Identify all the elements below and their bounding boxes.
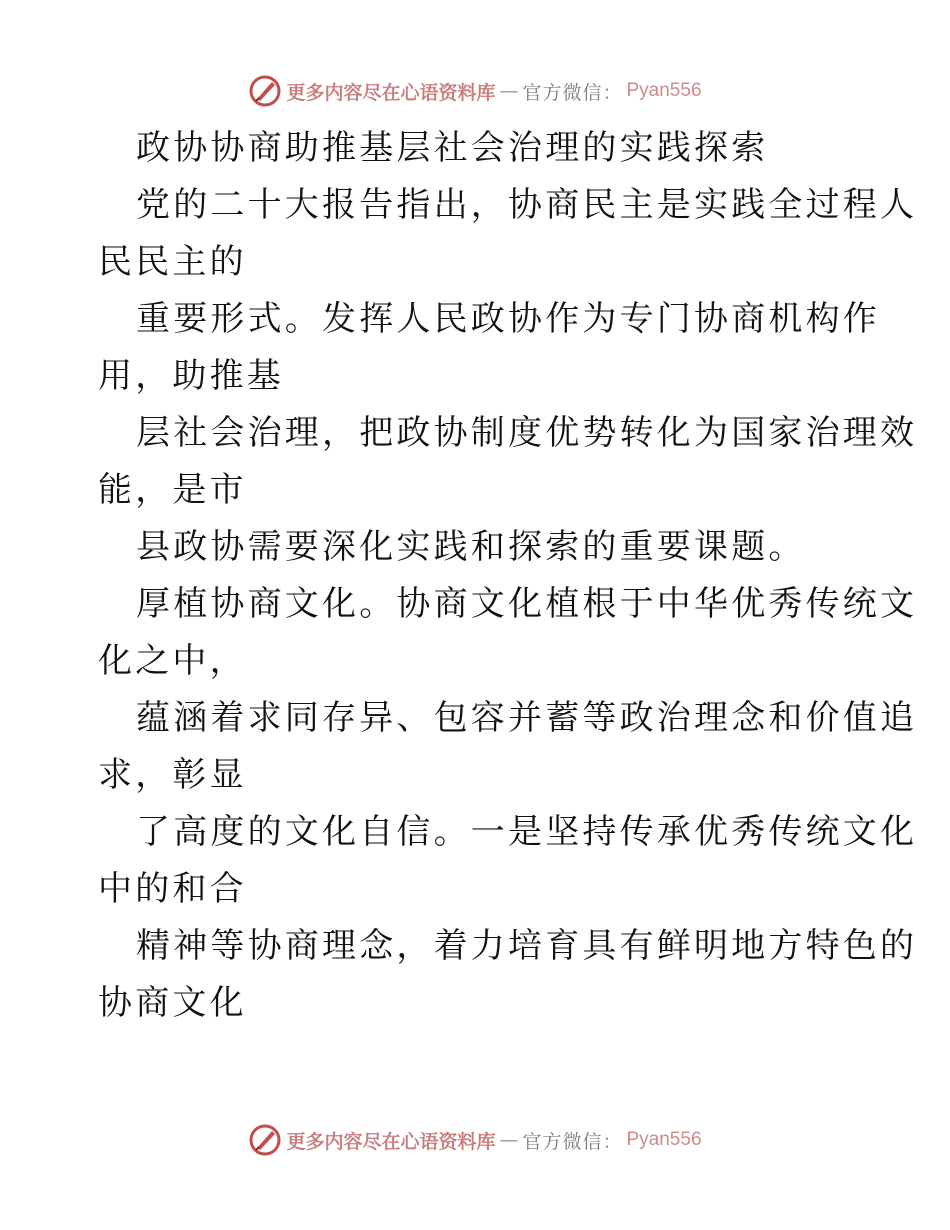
- paragraph-line: 用，助推基: [98, 356, 284, 396]
- paragraph-line: 精神等协商理念，着力培育具有鲜明地方特色的: [136, 926, 918, 966]
- quill-circle-logo-icon: [248, 74, 282, 108]
- watermark-wechat-id: Pyan556: [626, 80, 702, 101]
- paragraph-line: 县政协需要深化实践和探索的重要课题。: [136, 527, 806, 567]
- document-title: 政协协商助推基层社会治理的实践探索: [136, 128, 769, 168]
- paragraph-line: 了高度的文化自信。一是坚持传承优秀传统文化: [136, 812, 918, 852]
- watermark-brand-text: 更多内容尽在心语资料库: [286, 81, 496, 104]
- quill-circle-logo-icon: [248, 1123, 282, 1157]
- paragraph-line: 中的和合: [98, 869, 247, 909]
- document-body: [98, 120, 918, 1032]
- watermark-separator: —: [499, 80, 519, 102]
- watermark-wechat-id: Pyan556: [626, 1129, 702, 1150]
- paragraph-line: 求，彰显: [98, 755, 247, 795]
- paragraph-line: 党的二十大报告指出，协商民主是实践全过程人: [136, 185, 918, 225]
- paragraph-line: 厚植协商文化。协商文化植根于中华优秀传统文: [136, 584, 918, 624]
- paragraph-line: 重要形式。发挥人民政协作为专门协商机构作: [136, 299, 880, 339]
- watermark-label: 官方微信：: [522, 81, 623, 104]
- paragraph-line: 蕴涵着求同存异、包容并蓄等政治理念和价值追: [136, 698, 918, 738]
- paragraph-line: 能，是市: [98, 470, 247, 510]
- paragraph-line: 协商文化: [98, 983, 247, 1023]
- watermark-brand-text: 更多内容尽在心语资料库: [286, 1130, 496, 1153]
- watermark-separator: —: [499, 1129, 519, 1151]
- footer-watermark: [0, 1120, 950, 1160]
- header-watermark: [0, 71, 950, 111]
- watermark-label: 官方微信：: [522, 1130, 623, 1153]
- paragraph-line: 层社会治理，把政协制度优势转化为国家治理效: [136, 413, 918, 453]
- paragraph-line: 民民主的: [98, 242, 247, 282]
- paragraph-line: 化之中，: [98, 641, 247, 681]
